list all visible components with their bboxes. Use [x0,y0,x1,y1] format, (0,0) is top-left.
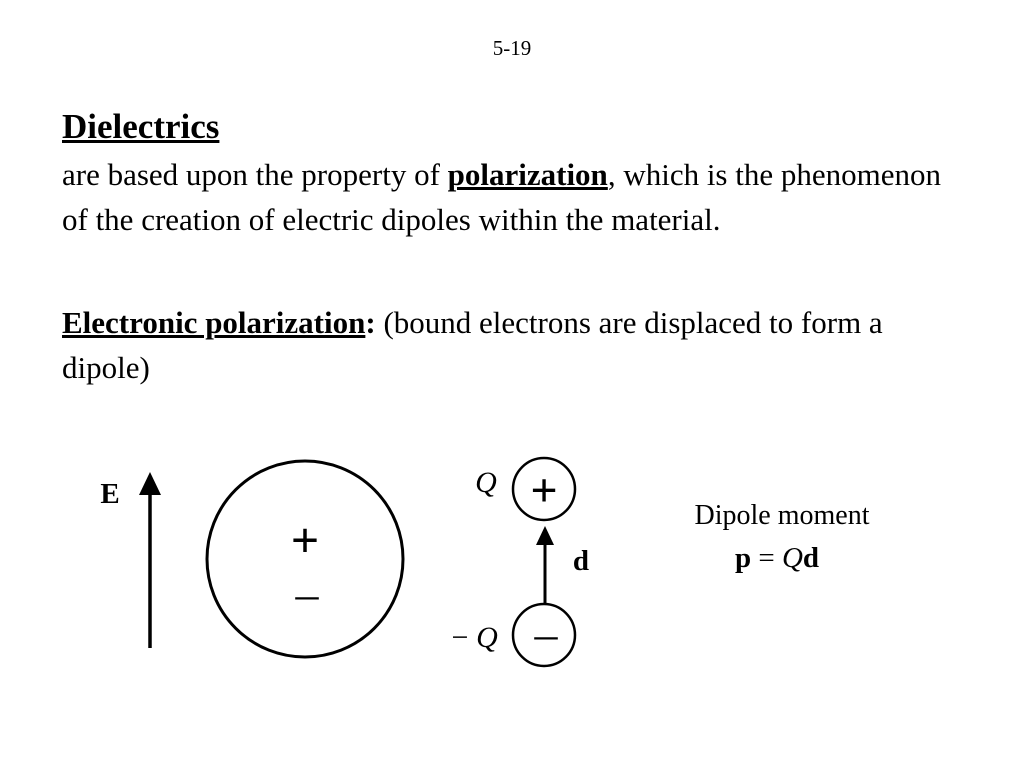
formula-d: d [802,542,820,574]
dipole-moment-caption: Dipole moment [694,500,870,531]
separation-label-d: d [572,545,590,577]
atom-minus-sign: – [295,568,319,619]
negative-charge-sign: − [451,621,469,654]
formula-q: Q [781,542,803,574]
electric-field-arrow [139,472,161,648]
slide-title: Dielectrics [62,107,220,146]
dipole-moment-formula [735,542,819,574]
term-colon: : [365,305,376,340]
separation-arrow [536,526,554,604]
field-label-e: E [100,478,120,510]
definition-text-before: are based upon the property of [62,157,448,192]
atom-plus-sign: + [290,512,320,568]
polarization-term: polarization [447,157,608,192]
negative-charge-symbol: – [534,608,558,659]
positive-charge-symbol: + [530,464,558,517]
page-number: 5-19 [492,36,532,60]
electronic-polarization-term: Electronic polarization [62,305,366,340]
formula-p: p [734,542,752,574]
negative-charge-label: Q [476,621,498,654]
positive-charge-label: Q [475,466,497,499]
formula-equals: = [751,542,782,574]
definition-text-after: , which is the phenomenon of the creation of electric dipoles within the material. [62,157,942,237]
electronic-polarization-description: (bound electrons are displaced to form a dipole) [62,305,883,385]
